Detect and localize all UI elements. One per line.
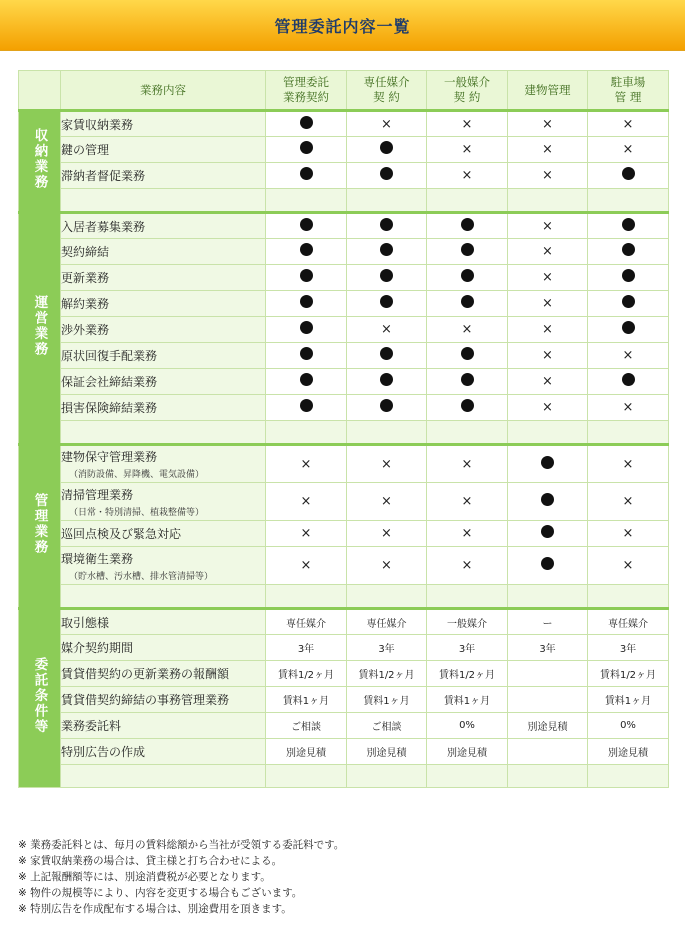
blank-cell <box>266 189 347 213</box>
mark-cell-yes <box>347 343 427 369</box>
filled-circle-icon <box>622 243 635 256</box>
mark-cell-no <box>266 483 347 521</box>
mark-cell-no <box>508 317 588 343</box>
filled-circle-icon <box>300 141 313 154</box>
footnotes <box>18 837 668 917</box>
mark-cell-yes <box>266 111 347 137</box>
task-cell: 鍵の管理 <box>61 137 266 163</box>
mark-cell-yes <box>427 239 508 265</box>
cross-icon: × <box>461 526 473 541</box>
filled-circle-icon <box>541 456 554 469</box>
filled-circle-icon <box>622 373 635 386</box>
condition-value: ー <box>508 609 588 635</box>
cross-icon: × <box>381 494 392 509</box>
mark-cell-yes <box>427 395 508 421</box>
condition-value: 賃料1/2ヶ月 <box>427 661 508 687</box>
cross-icon: × <box>542 374 553 389</box>
filled-circle-icon <box>622 321 635 334</box>
task-cell: 滞納者督促業務 <box>61 163 266 189</box>
filled-circle-icon <box>300 321 313 334</box>
cross-icon: × <box>542 218 553 234</box>
condition-value: 3年 <box>508 635 588 661</box>
blank-cell <box>266 585 347 609</box>
filled-circle-icon <box>380 243 393 256</box>
filled-circle-icon <box>461 269 474 282</box>
mark-cell-yes <box>266 265 347 291</box>
section-label: 収納業務 <box>19 111 61 213</box>
condition-value: 別途見積 <box>508 713 588 739</box>
mark-cell-yes <box>266 395 347 421</box>
condition-value: 賃料1ヶ月 <box>427 687 508 713</box>
table-row <box>19 713 669 739</box>
condition-value: 賃料1ヶ月 <box>266 687 347 713</box>
condition-value: 0% <box>427 713 508 739</box>
section-spacer-row <box>19 585 669 609</box>
cross-icon: × <box>381 456 392 472</box>
cross-icon: × <box>622 558 634 573</box>
section-spacer-row <box>19 421 669 445</box>
condition-value: 別途見積 <box>266 739 347 765</box>
blank-cell <box>61 189 266 213</box>
blank-cell <box>61 421 266 445</box>
mark-cell-yes <box>347 265 427 291</box>
mark-cell-no <box>508 369 588 395</box>
blank-cell <box>266 421 347 445</box>
mark-cell-no <box>427 163 508 189</box>
table-row <box>19 213 669 239</box>
cross-icon: × <box>461 558 473 573</box>
footnote: ※ 特別広告を作成配布する場合は、別途費用を頂きます。 <box>18 903 292 915</box>
filled-circle-icon <box>300 243 313 256</box>
mark-cell-no <box>347 547 427 585</box>
mark-cell-no <box>347 317 427 343</box>
footnote: ※ 物件の規模等により、内容を変更する場合もございます。 <box>18 887 303 899</box>
blank-cell <box>61 585 266 609</box>
condition-value: 3年 <box>427 635 508 661</box>
filled-circle-icon <box>380 269 393 282</box>
footnote: ※ 業務委託料とは、毎月の賃料総額から当社が受領する委託料です。 <box>18 839 345 851</box>
filled-circle-icon <box>461 399 474 412</box>
cross-icon: × <box>461 456 473 472</box>
cross-icon: × <box>542 142 553 157</box>
mark-cell-no <box>427 547 508 585</box>
cross-icon: × <box>300 494 312 509</box>
mark-cell-yes <box>347 239 427 265</box>
task-cell: 清掃管理業務 （日常・特別清掃、植栽整備等） <box>61 483 266 521</box>
table-row <box>19 483 669 521</box>
blank-cell <box>266 765 347 788</box>
mark-cell-no <box>266 445 347 483</box>
cross-icon: × <box>542 244 553 259</box>
cross-icon: × <box>622 526 634 541</box>
filled-circle-icon <box>300 218 313 231</box>
page-title-bar <box>0 0 685 51</box>
mark-cell-yes <box>427 343 508 369</box>
section-label: 委託条件等 <box>19 609 61 788</box>
cross-icon: × <box>542 270 553 285</box>
mark-cell-no <box>508 137 588 163</box>
mark-cell-no <box>588 395 669 421</box>
mark-cell-yes <box>266 137 347 163</box>
filled-circle-icon <box>300 373 313 386</box>
header-row <box>19 71 669 111</box>
filled-circle-icon <box>622 167 635 180</box>
header-col-2: 専任媒介 契 約 <box>347 71 427 111</box>
mark-cell-yes <box>588 265 669 291</box>
mark-cell-no <box>347 445 427 483</box>
mark-cell-yes <box>508 445 588 483</box>
filled-circle-icon <box>461 295 474 308</box>
table-row <box>19 291 669 317</box>
filled-circle-icon <box>300 347 313 360</box>
mark-cell-yes <box>427 369 508 395</box>
mark-cell-yes <box>588 213 669 239</box>
table-row <box>19 521 669 547</box>
condition-value: 専任媒介 <box>266 609 347 635</box>
cross-icon: × <box>300 526 312 541</box>
management-table <box>18 70 669 788</box>
task-cell: 原状回復手配業務 <box>61 343 266 369</box>
mark-cell-yes <box>588 291 669 317</box>
table-row <box>19 317 669 343</box>
table-row <box>19 661 669 687</box>
cross-icon: × <box>461 322 473 337</box>
condition-value: 賃料1ヶ月 <box>588 687 669 713</box>
table-row <box>19 395 669 421</box>
mark-cell-no <box>266 521 347 547</box>
task-cell: 渉外業務 <box>61 317 266 343</box>
filled-circle-icon <box>300 269 313 282</box>
section-spacer-row <box>19 189 669 213</box>
mark-cell-yes <box>588 317 669 343</box>
condition-value: 一般媒介 <box>427 609 508 635</box>
task-cell: 巡回点検及び緊急対応 <box>61 521 266 547</box>
page-title: 管理委託内容一覧 <box>274 16 411 36</box>
mark-cell-yes <box>266 163 347 189</box>
mark-cell-no <box>588 137 669 163</box>
task-cell: 更新業務 <box>61 265 266 291</box>
mark-cell-no <box>588 343 669 369</box>
header-col-5: 駐車場 管 理 <box>588 71 669 111</box>
condition-value: ご相談 <box>266 713 347 739</box>
filled-circle-icon <box>380 218 393 231</box>
cross-icon: × <box>542 348 553 363</box>
filled-circle-icon <box>300 399 313 412</box>
table-row <box>19 369 669 395</box>
filled-circle-icon <box>461 243 474 256</box>
header-col-4: 建物管理 <box>508 71 588 111</box>
cross-icon: × <box>461 494 473 509</box>
mark-cell-no <box>588 521 669 547</box>
mark-cell-no <box>588 547 669 585</box>
task-cell: 取引態様 <box>61 609 266 635</box>
cross-icon: × <box>622 142 634 157</box>
condition-value <box>508 687 588 713</box>
task-cell: 契約締結 <box>61 239 266 265</box>
header-col-1: 管理委託 業務契約 <box>266 71 347 111</box>
filled-circle-icon <box>380 373 393 386</box>
table-row <box>19 163 669 189</box>
filled-circle-icon <box>380 399 393 412</box>
mark-cell-no <box>427 483 508 521</box>
cross-icon: × <box>542 400 553 415</box>
task-cell: 保証会社締結業務 <box>61 369 266 395</box>
blank-cell <box>508 765 588 788</box>
mark-cell-no <box>588 111 669 137</box>
condition-value: 0% <box>588 713 669 739</box>
cross-icon: × <box>542 322 553 337</box>
mark-cell-yes <box>508 521 588 547</box>
blank-cell <box>588 765 669 788</box>
blank-cell <box>347 189 427 213</box>
mark-cell-no <box>266 547 347 585</box>
task-cell: 環境衛生業務 （貯水槽、汚水槽、排水管清掃等） <box>61 547 266 585</box>
cross-icon: × <box>622 348 634 363</box>
filled-circle-icon <box>541 525 554 538</box>
condition-value: 賃料1/2ヶ月 <box>588 661 669 687</box>
task-cell: 解約業務 <box>61 291 266 317</box>
cross-icon: × <box>622 400 634 415</box>
blank-cell <box>61 765 266 788</box>
filled-circle-icon <box>541 493 554 506</box>
filled-circle-icon <box>380 295 393 308</box>
cross-icon: × <box>461 142 473 157</box>
mark-cell-no <box>508 265 588 291</box>
mark-cell-yes <box>347 137 427 163</box>
blank-cell <box>508 585 588 609</box>
condition-value: 賃料1ヶ月 <box>347 687 427 713</box>
mark-cell-no <box>508 343 588 369</box>
mark-cell-yes <box>508 483 588 521</box>
filled-circle-icon <box>622 269 635 282</box>
condition-value: 専任媒介 <box>588 609 669 635</box>
mark-cell-yes <box>427 291 508 317</box>
cross-icon: × <box>381 526 392 541</box>
header-col-3: 一般媒介 契 約 <box>427 71 508 111</box>
table-row <box>19 445 669 483</box>
mark-cell-yes <box>347 163 427 189</box>
filled-circle-icon <box>461 347 474 360</box>
blank-cell <box>347 421 427 445</box>
mark-cell-yes <box>266 369 347 395</box>
mark-cell-yes <box>427 213 508 239</box>
filled-circle-icon <box>380 167 393 180</box>
condition-value: 別途見積 <box>427 739 508 765</box>
cross-icon: × <box>542 168 553 183</box>
filled-circle-icon <box>380 141 393 154</box>
condition-value: 別途見積 <box>588 739 669 765</box>
footnote: ※ 上記報酬額等には、別途消費税が必要となります。 <box>18 871 271 883</box>
mark-cell-no <box>508 239 588 265</box>
blank-cell <box>508 421 588 445</box>
mark-cell-no <box>427 521 508 547</box>
task-cell: 媒介契約期間 <box>61 635 266 661</box>
mark-cell-no <box>508 213 588 239</box>
section-label: 管理業務 <box>19 445 61 609</box>
blank-cell <box>347 765 427 788</box>
mark-cell-yes <box>266 343 347 369</box>
section-spacer-row <box>19 765 669 788</box>
filled-circle-icon <box>461 373 474 386</box>
filled-circle-icon <box>300 295 313 308</box>
mark-cell-yes <box>266 239 347 265</box>
cross-icon: × <box>622 456 634 472</box>
table-row <box>19 111 669 137</box>
table-row <box>19 687 669 713</box>
mark-cell-yes <box>588 239 669 265</box>
task-cell: 建物保守管理業務 （消防設備、昇降機、電気設備） <box>61 445 266 483</box>
condition-value: 賃料1/2ヶ月 <box>266 661 347 687</box>
footnote: ※ 家賃収納業務の場合は、貸主様と打ち合わせによる。 <box>18 855 283 867</box>
table-row <box>19 609 669 635</box>
task-cell: 業務委託料 <box>61 713 266 739</box>
filled-circle-icon <box>380 347 393 360</box>
filled-circle-icon <box>461 218 474 231</box>
mark-cell-no <box>588 445 669 483</box>
blank-cell <box>427 189 508 213</box>
mark-cell-yes <box>347 291 427 317</box>
mark-cell-no <box>347 111 427 137</box>
blank-cell <box>588 421 669 445</box>
condition-value: 専任媒介 <box>347 609 427 635</box>
task-cell: 家賃収納業務 <box>61 111 266 137</box>
filled-circle-icon <box>622 295 635 308</box>
header-corner <box>19 71 61 111</box>
header-task: 業務内容 <box>61 71 266 111</box>
mark-cell-yes <box>266 317 347 343</box>
cross-icon: × <box>300 558 312 573</box>
filled-circle-icon <box>622 218 635 231</box>
mark-cell-yes <box>266 291 347 317</box>
mark-cell-yes <box>508 547 588 585</box>
cross-icon: × <box>622 494 634 509</box>
mark-cell-no <box>427 317 508 343</box>
mark-cell-yes <box>347 213 427 239</box>
task-cell: 特別広告の作成 <box>61 739 266 765</box>
table-row <box>19 137 669 163</box>
mark-cell-yes <box>266 213 347 239</box>
mark-cell-no <box>427 111 508 137</box>
table-row <box>19 635 669 661</box>
task-cell: 賃貸借契約締結の事務管理業務 <box>61 687 266 713</box>
cross-icon: × <box>542 116 553 132</box>
cross-icon: × <box>461 116 473 132</box>
blank-cell <box>427 585 508 609</box>
section-label: 運営業務 <box>19 213 61 445</box>
table-row <box>19 265 669 291</box>
table-row <box>19 343 669 369</box>
mark-cell-no <box>508 163 588 189</box>
mark-cell-yes <box>347 369 427 395</box>
mark-cell-no <box>508 291 588 317</box>
cross-icon: × <box>381 558 392 573</box>
condition-value: 賃料1/2ヶ月 <box>347 661 427 687</box>
cross-icon: × <box>381 322 392 337</box>
cross-icon: × <box>542 296 553 311</box>
mark-cell-no <box>508 395 588 421</box>
blank-cell <box>508 189 588 213</box>
cross-icon: × <box>461 168 473 183</box>
filled-circle-icon <box>300 116 313 129</box>
condition-value: ご相談 <box>347 713 427 739</box>
condition-value: 別途見積 <box>347 739 427 765</box>
task-cell: 賃貸借契約の更新業務の報酬額 <box>61 661 266 687</box>
mark-cell-no <box>588 483 669 521</box>
mark-cell-no <box>347 483 427 521</box>
task-cell: 入居者募集業務 <box>61 213 266 239</box>
table-row <box>19 739 669 765</box>
mark-cell-no <box>427 137 508 163</box>
table-row <box>19 239 669 265</box>
mark-cell-no <box>347 521 427 547</box>
blank-cell <box>588 585 669 609</box>
mark-cell-yes <box>588 369 669 395</box>
blank-cell <box>588 189 669 213</box>
condition-value: 3年 <box>266 635 347 661</box>
mark-cell-no <box>508 111 588 137</box>
table-row <box>19 547 669 585</box>
blank-cell <box>347 585 427 609</box>
mark-cell-yes <box>347 395 427 421</box>
mark-cell-yes <box>427 265 508 291</box>
task-cell: 損害保険締結業務 <box>61 395 266 421</box>
cross-icon: × <box>300 456 312 472</box>
blank-cell <box>427 421 508 445</box>
filled-circle-icon <box>541 557 554 570</box>
condition-value <box>508 661 588 687</box>
cross-icon: × <box>381 116 392 132</box>
mark-cell-yes <box>588 163 669 189</box>
cross-icon: × <box>622 116 634 132</box>
blank-cell <box>427 765 508 788</box>
condition-value: 3年 <box>347 635 427 661</box>
condition-value: 3年 <box>588 635 669 661</box>
condition-value <box>508 739 588 765</box>
mark-cell-no <box>427 445 508 483</box>
filled-circle-icon <box>300 167 313 180</box>
